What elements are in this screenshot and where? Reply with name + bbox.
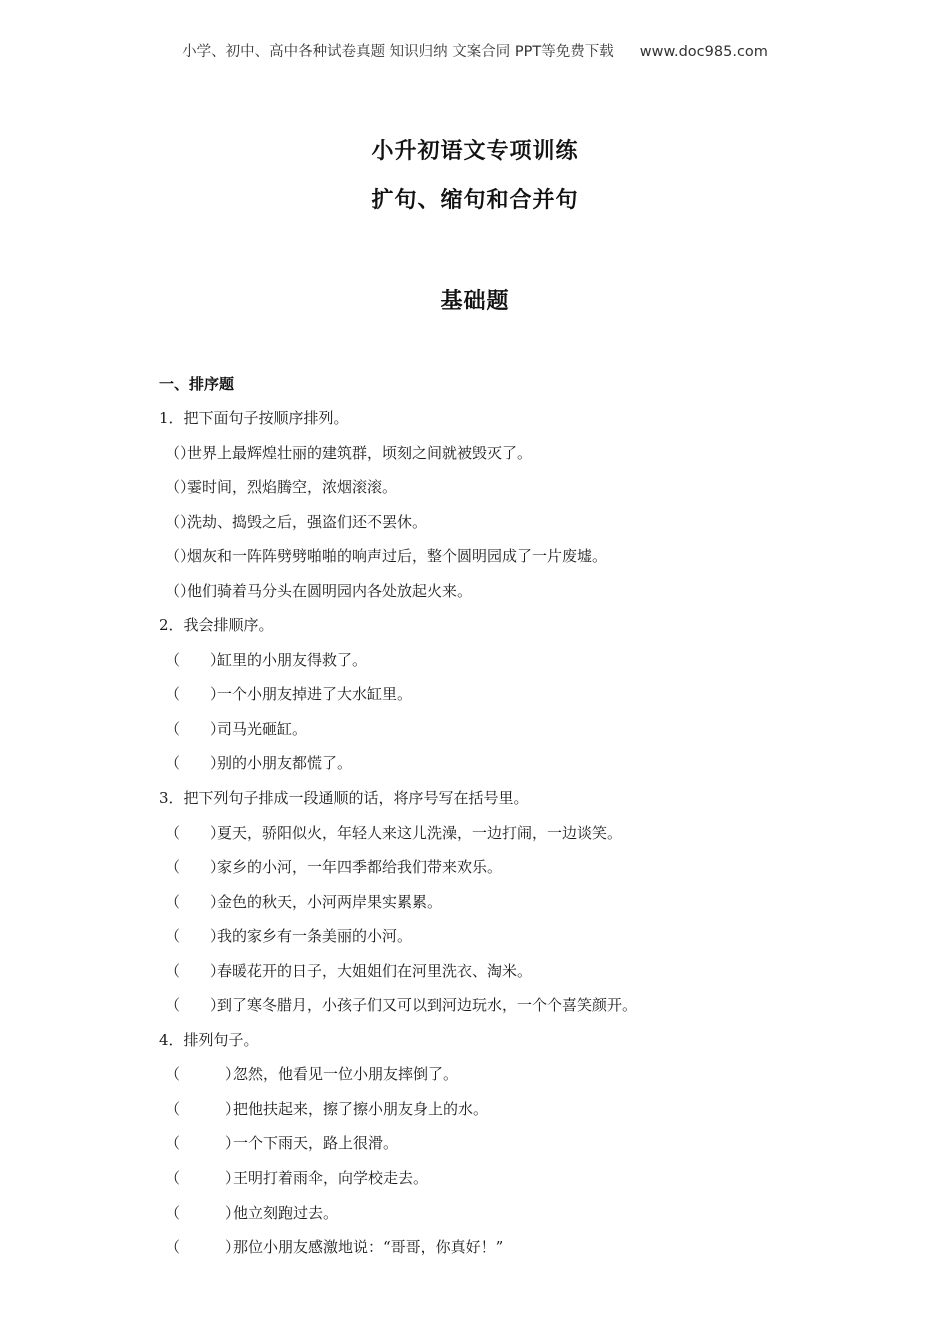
answer-bracket[interactable]: （） [165, 512, 196, 531]
list-item [159, 1061, 799, 1096]
answer-bracket[interactable]: （ ） [165, 1203, 241, 1222]
answer-bracket[interactable]: （ ） [165, 858, 226, 877]
part-heading: 一、排序题 [159, 375, 235, 393]
item-text: 洗劫、捣毁之后，强盗们还不罢休。 [187, 512, 428, 531]
header-tagline: 小学、初中、高中各种试卷真题 知识归纳 文案合同 PPT等免费下载 [182, 44, 614, 60]
answer-bracket[interactable]: （ ） [165, 754, 226, 773]
answer-bracket[interactable]: （ ） [165, 1099, 241, 1118]
item-text: 霎时间，烈焰腾空，浓烟滚滚。 [187, 478, 398, 497]
list-item [159, 578, 799, 613]
question-title: 3．把下列句子排成一段通顺的话，将序号写在括号里。 [159, 789, 529, 808]
item-text: 王明打着雨伞，向学校走去。 [233, 1169, 429, 1188]
item-text: 把他扶起来，擦了擦小朋友身上的水。 [233, 1099, 489, 1118]
answer-bracket[interactable]: （） [165, 581, 196, 600]
answer-bracket[interactable]: （） [165, 547, 196, 566]
answer-bracket[interactable]: （） [165, 478, 196, 497]
list-item [159, 923, 799, 958]
document-subtitle: 扩句、缩句和合并句 [371, 188, 579, 213]
item-text: 一个小朋友掉进了大水缸里。 [217, 685, 413, 704]
answer-bracket[interactable]: （ ） [165, 892, 226, 911]
list-item [159, 440, 799, 475]
answer-bracket[interactable]: （ ） [165, 1134, 241, 1153]
item-text: 别的小朋友都慌了。 [217, 754, 353, 773]
item-text: 缸里的小朋友得救了。 [217, 650, 368, 669]
answer-bracket[interactable]: （ ） [165, 961, 226, 980]
list-item [159, 1234, 799, 1269]
list-item [159, 1130, 799, 1165]
document-title: 小升初语文专项训练 [371, 139, 579, 164]
item-text: 家乡的小河，一年四季都给我们带来欢乐。 [217, 858, 503, 877]
list-item [159, 889, 799, 924]
section-title: 基础题 [440, 289, 510, 314]
question-list [159, 405, 799, 1269]
answer-bracket[interactable]: （ ） [165, 823, 226, 842]
list-item [159, 1165, 799, 1200]
answer-bracket[interactable]: （） [165, 443, 196, 462]
item-text: 一个下雨天，路上很滑。 [233, 1134, 399, 1153]
question-title: 1．把下面句子按顺序排列。 [159, 409, 349, 427]
item-text: 到了寒冬腊月，小孩子们又可以到河边玩水，一个个喜笑颜开。 [217, 996, 638, 1015]
question-title: 4．排列句子。 [159, 1030, 259, 1049]
list-item [159, 647, 799, 682]
item-text: 金色的秋天，小河两岸果实累累。 [217, 892, 443, 911]
answer-bracket[interactable]: （ ） [165, 685, 226, 704]
answer-bracket[interactable]: （ ） [165, 1238, 241, 1257]
list-item [159, 716, 799, 751]
list-item [159, 474, 799, 509]
item-text: 司马光砸缸。 [217, 719, 308, 738]
answer-bracket[interactable]: （ ） [165, 996, 226, 1015]
list-item [159, 820, 799, 855]
header-site-url[interactable]: www.doc985.com [639, 44, 768, 60]
answer-bracket[interactable]: （ ） [165, 927, 226, 946]
item-text: 他立刻跑过去。 [233, 1203, 339, 1222]
list-item [159, 681, 799, 716]
item-text: 我的家乡有一条美丽的小河。 [217, 927, 413, 946]
item-text: 烟灰和一阵阵劈劈啪啪的响声过后，整个圆明园成了一片废墟。 [187, 547, 608, 566]
answer-bracket[interactable]: （ ） [165, 1065, 241, 1084]
answer-bracket[interactable]: （ ） [165, 719, 226, 738]
list-item [159, 1096, 799, 1131]
list-item [159, 1200, 799, 1235]
item-text: 夏天，骄阳似火，年轻人来这儿洗澡，一边打闹，一边谈笑。 [217, 823, 623, 842]
list-item [159, 958, 799, 993]
list-item [159, 750, 799, 785]
item-text: 那位小朋友感激地说：“哥哥，你真好！” [233, 1238, 504, 1257]
page-header [0, 40, 950, 61]
answer-bracket[interactable]: （ ） [165, 1169, 241, 1188]
list-item [159, 543, 799, 578]
question-title: 2．我会排顺序。 [159, 616, 274, 635]
item-text: 春暖花开的日子，大姐姐们在河里洗衣、淘米。 [217, 961, 533, 980]
list-item [159, 509, 799, 544]
list-item [159, 992, 799, 1027]
answer-bracket[interactable]: （ ） [165, 650, 226, 669]
item-text: 世界上最辉煌壮丽的建筑群，顷刻之间就被毁灭了。 [187, 443, 533, 462]
list-item [159, 854, 799, 889]
item-text: 他们骑着马分头在圆明园内各处放起火来。 [187, 581, 473, 600]
item-text: 忽然，他看见一位小朋友摔倒了。 [233, 1065, 459, 1084]
